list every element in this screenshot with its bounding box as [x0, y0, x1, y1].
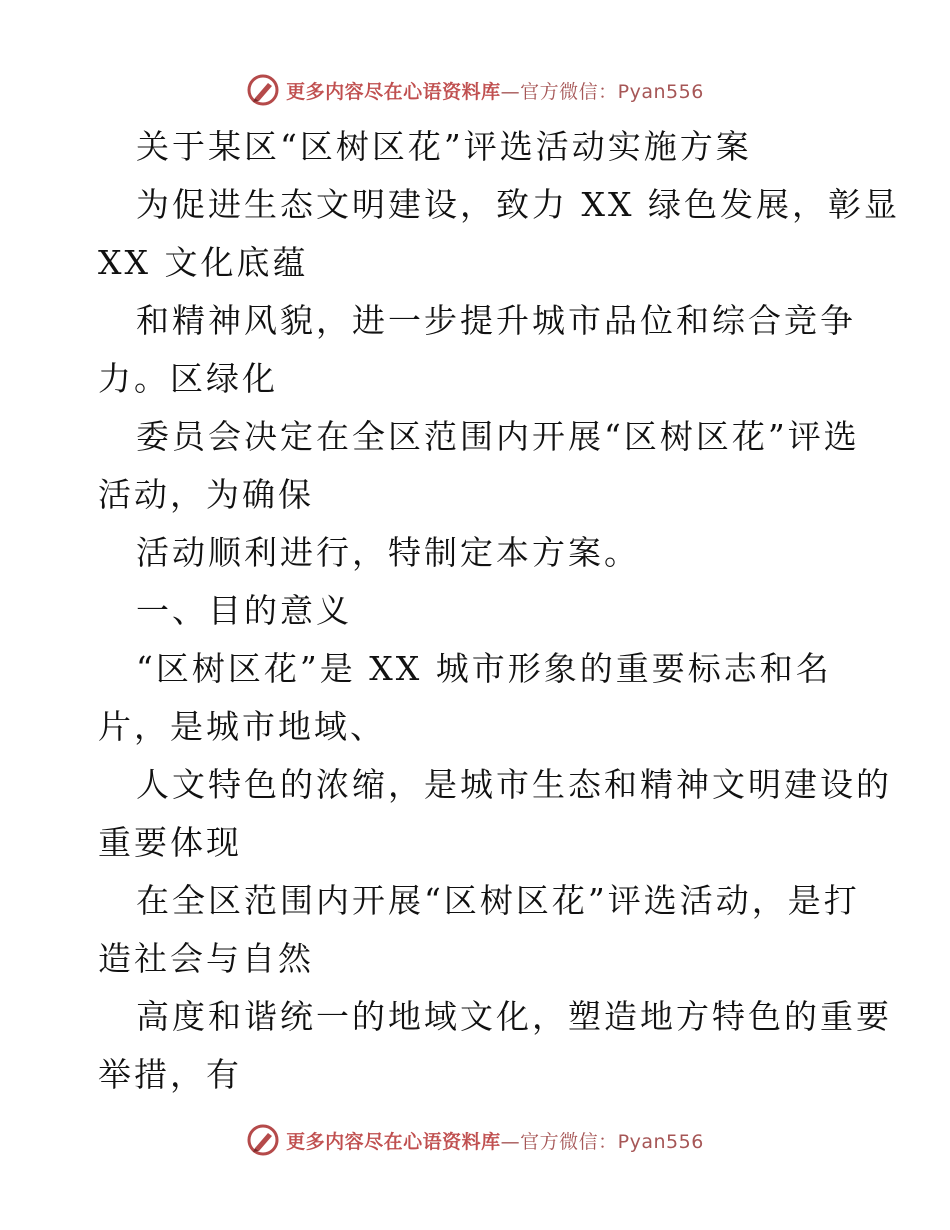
- paragraph-line: 重要体现: [98, 823, 242, 862]
- paragraph-line: 为促进生态文明建设，致力 XX 绿色发展，彰显: [136, 185, 900, 224]
- watermark-text: [286, 77, 704, 104]
- document-title: 关于某区“区树区花”评选活动实施方案: [136, 127, 752, 166]
- paragraph-line: 高度和谐统一的地域文化，塑造地方特色的重要: [136, 997, 892, 1036]
- paragraph-line: 造社会与自然: [98, 939, 314, 978]
- section-heading: 一、目的意义: [136, 591, 352, 630]
- paragraph-line: “区树区花”是 XX 城市形象的重要标志和名: [136, 649, 832, 688]
- pen-logo-icon: [246, 1123, 280, 1157]
- watermark-main: 更多内容尽在心语资料库: [286, 80, 501, 103]
- paragraph-line: 活动，为确保: [98, 475, 314, 514]
- watermark-header: [0, 70, 950, 110]
- paragraph-line: 举措，有: [98, 1055, 242, 1094]
- paragraph-line: 和精神风貌，进一步提升城市品位和综合竞争: [136, 301, 856, 340]
- paragraph-line: 活动顺利进行，特制定本方案。: [136, 533, 640, 572]
- paragraph-line: 委员会决定在全区范围内开展“区树区花”评选: [136, 417, 860, 456]
- pen-logo-icon: [246, 73, 280, 107]
- watermark-sub: —官方微信：Pyan556: [500, 1130, 704, 1153]
- watermark-footer: [0, 1120, 950, 1160]
- paragraph-line: 力。区绿化: [98, 359, 278, 398]
- paragraph-line: 片，是城市地域、: [98, 707, 386, 746]
- paragraph-line: 在全区范围内开展“区树区花”评选活动，是打: [136, 881, 860, 920]
- watermark-sub: —官方微信：Pyan556: [500, 80, 704, 103]
- paragraph-line: 人文特色的浓缩，是城市生态和精神文明建设的: [136, 765, 892, 804]
- watermark-main: 更多内容尽在心语资料库: [286, 1130, 501, 1153]
- document-body: [98, 118, 900, 1104]
- paragraph-line: XX 文化底蕴: [98, 243, 309, 282]
- watermark-text: [286, 1127, 704, 1154]
